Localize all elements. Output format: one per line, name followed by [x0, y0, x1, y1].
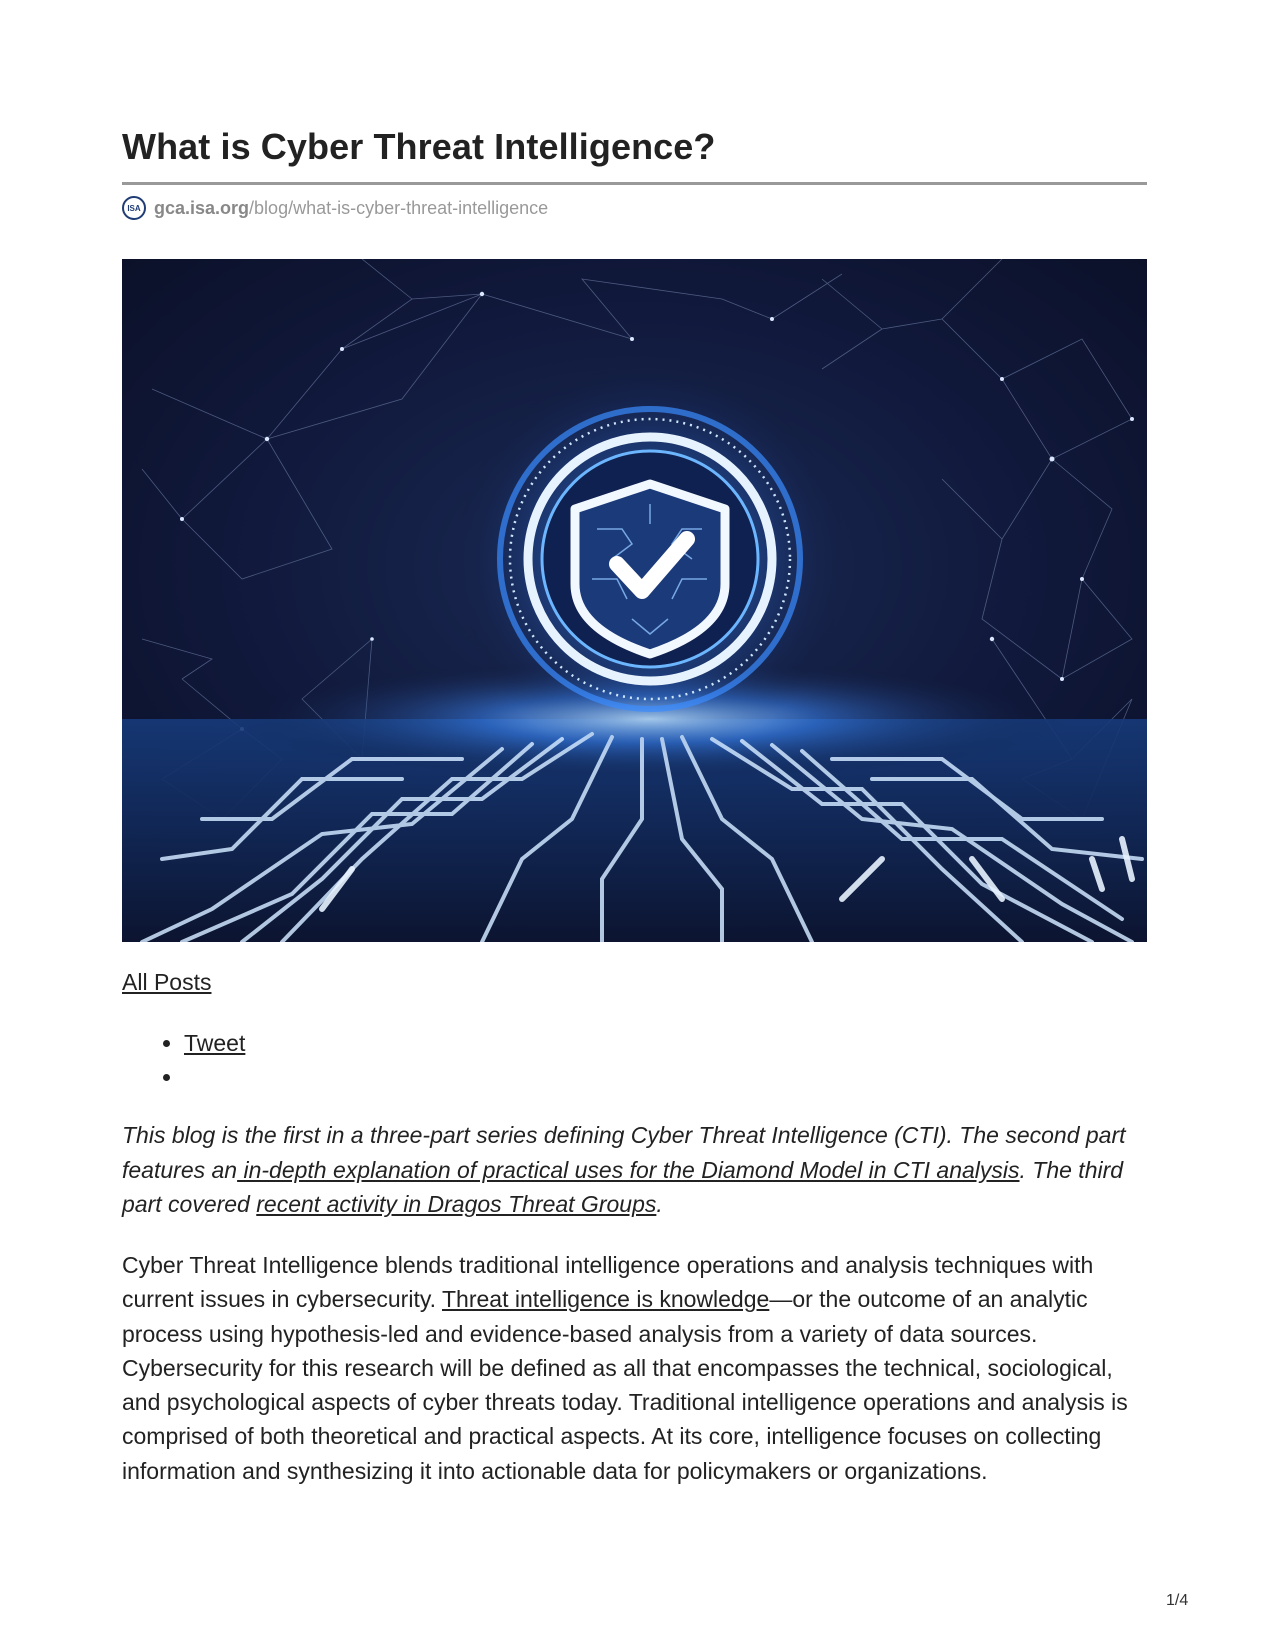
body-text-2: —or the outcome of an analytic process using hypothesis-led and evidence-based analysis from a variety of data sources. Cybersecurity for this research will be defined as all that encompasses the technical, sociological, and psychological aspects of cyber threats today. Traditional intelligence operations and analysis is comprised of both theoretical and practical aspects. At its core, intelligence focuses on collecting information and synthesizing it into actionable data for policymakers or organizations. — [122, 1286, 1128, 1484]
list-item — [184, 1060, 245, 1094]
page-number: 1/4 — [1166, 1592, 1189, 1609]
source-path: /blog/what-is-cyber-threat-intelligence — [249, 197, 549, 218]
share-list — [122, 1026, 245, 1094]
isa-logo-icon: ISA — [122, 196, 146, 220]
body-paragraph — [122, 1248, 1152, 1488]
intro-paragraph — [122, 1118, 1152, 1222]
intro-text-1: This blog is the first in a three-part series defining Cyber Threat Intelligence (CTI). The second part features an — [122, 1122, 1126, 1183]
page-title: What is Cyber Threat Intelligence? — [122, 126, 716, 167]
all-posts-link[interactable]: All Posts — [122, 969, 212, 995]
source-url[interactable] — [122, 195, 548, 221]
diamond-model-link[interactable]: in-depth explanation of practical uses for the Diamond Model in CTI analysis — [237, 1156, 1020, 1183]
dragos-threat-groups-link[interactable]: recent activity in Dragos Threat Groups — [256, 1191, 657, 1217]
threat-intelligence-link[interactable]: Threat intelligence is knowledge — [442, 1286, 770, 1313]
title-divider — [122, 182, 1147, 185]
intro-text-3: . — [656, 1191, 663, 1217]
list-item — [184, 1026, 245, 1060]
hero-image — [122, 259, 1147, 942]
body-text-1: Cyber Threat Intelligence blends traditional intelligence operations and analysis techniques with current issues in cybersecurity. — [122, 1252, 1094, 1313]
source-domain: gca.isa.org — [154, 197, 250, 218]
tweet-link[interactable]: Tweet — [184, 1030, 246, 1056]
intro-text-2: . The third part covered — [122, 1156, 1124, 1217]
